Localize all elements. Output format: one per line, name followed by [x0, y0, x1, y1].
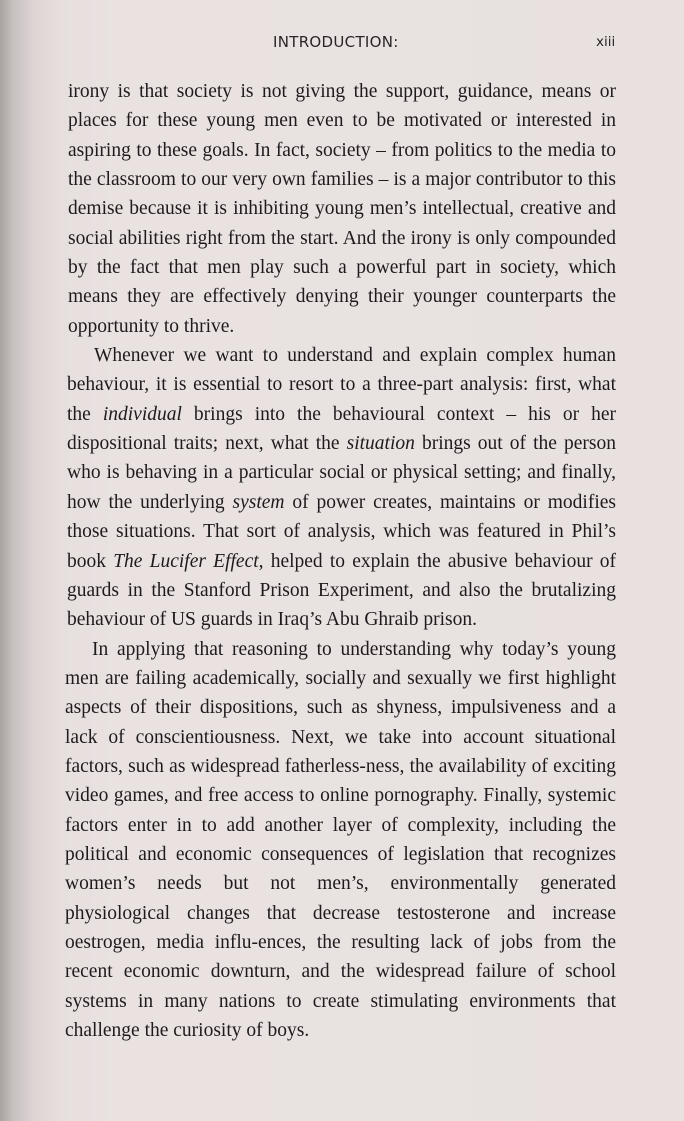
paragraph-text: Whenever we want to understand and explain complex human behaviour, it is essential to resort to a three-part analysis: first, what the: [67, 345, 616, 425]
paragraph-2: [65, 341, 616, 634]
paragraph-text: irony is that society is not giving the support, guidance, means or places for these young men even to be motivated or interested in aspiring to these goals. In fact, society – from politics to the media to the classroom to our very own families – is a major contributor to this demise because it is inhibiting young men’s intellectual, creative and social abilities right from the start. And the irony is only compounded by the fact that men play such a powerful part in society, which means they are effectively denying their younger counterparts the opportunity to thrive.: [68, 81, 616, 337]
paragraph-text: In applying that reasoning to understanding why today’s young men are failing academically, socially and sexually we first highlight aspects of their dispositions, such as shyness, impulsiveness and a lack of conscientiousness. Next, we take into account situational factors, such as widespread fatherless-ness, the availability of exciting video games, and free access to online pornography. Finally, systemic factors enter in to add another layer of complexity, including the political and economic consequences of legislation that recognizes women’s needs but not men’s, environmentally generated physiological changes that decrease testosterone and increase oestrogen, media influ-ences, the resulting lack of jobs from the recent economic downturn, and the widespread failure of school systems in many nations to create stimulating environments that challenge the curiosity of boys.: [65, 638, 616, 1041]
page-header: [0, 33, 684, 53]
body-text: [65, 77, 616, 1045]
italic-book-title: The Lucifer Effect: [113, 550, 259, 572]
paragraph-text: , helped to explain the abusive behaviour of guards in the Stanford Prison Experiment, and also the brutalizing behaviour of US guards in Iraq’s Abu Ghraib prison.: [67, 550, 616, 631]
italic-term-situation: situation: [346, 433, 415, 455]
page-number: xiii: [596, 34, 616, 50]
paragraph-text: of power creates, maintains or modifies those situations. That sort of analysis, which was featured in Phil’s book: [67, 491, 616, 572]
italic-term-system: system: [232, 491, 285, 513]
paragraph-1: [65, 77, 616, 341]
paragraph-3: [65, 635, 616, 1046]
running-head: INTRODUCTION:: [273, 33, 399, 51]
paragraph-text: brings out of the person who is behaving in a particular social or physical setting; and finally, how the underlying: [67, 433, 616, 513]
italic-term-individual: individual: [102, 403, 182, 425]
paragraph-text: brings into the behavioural context – his or her dispositional traits; next, what the: [67, 403, 617, 455]
